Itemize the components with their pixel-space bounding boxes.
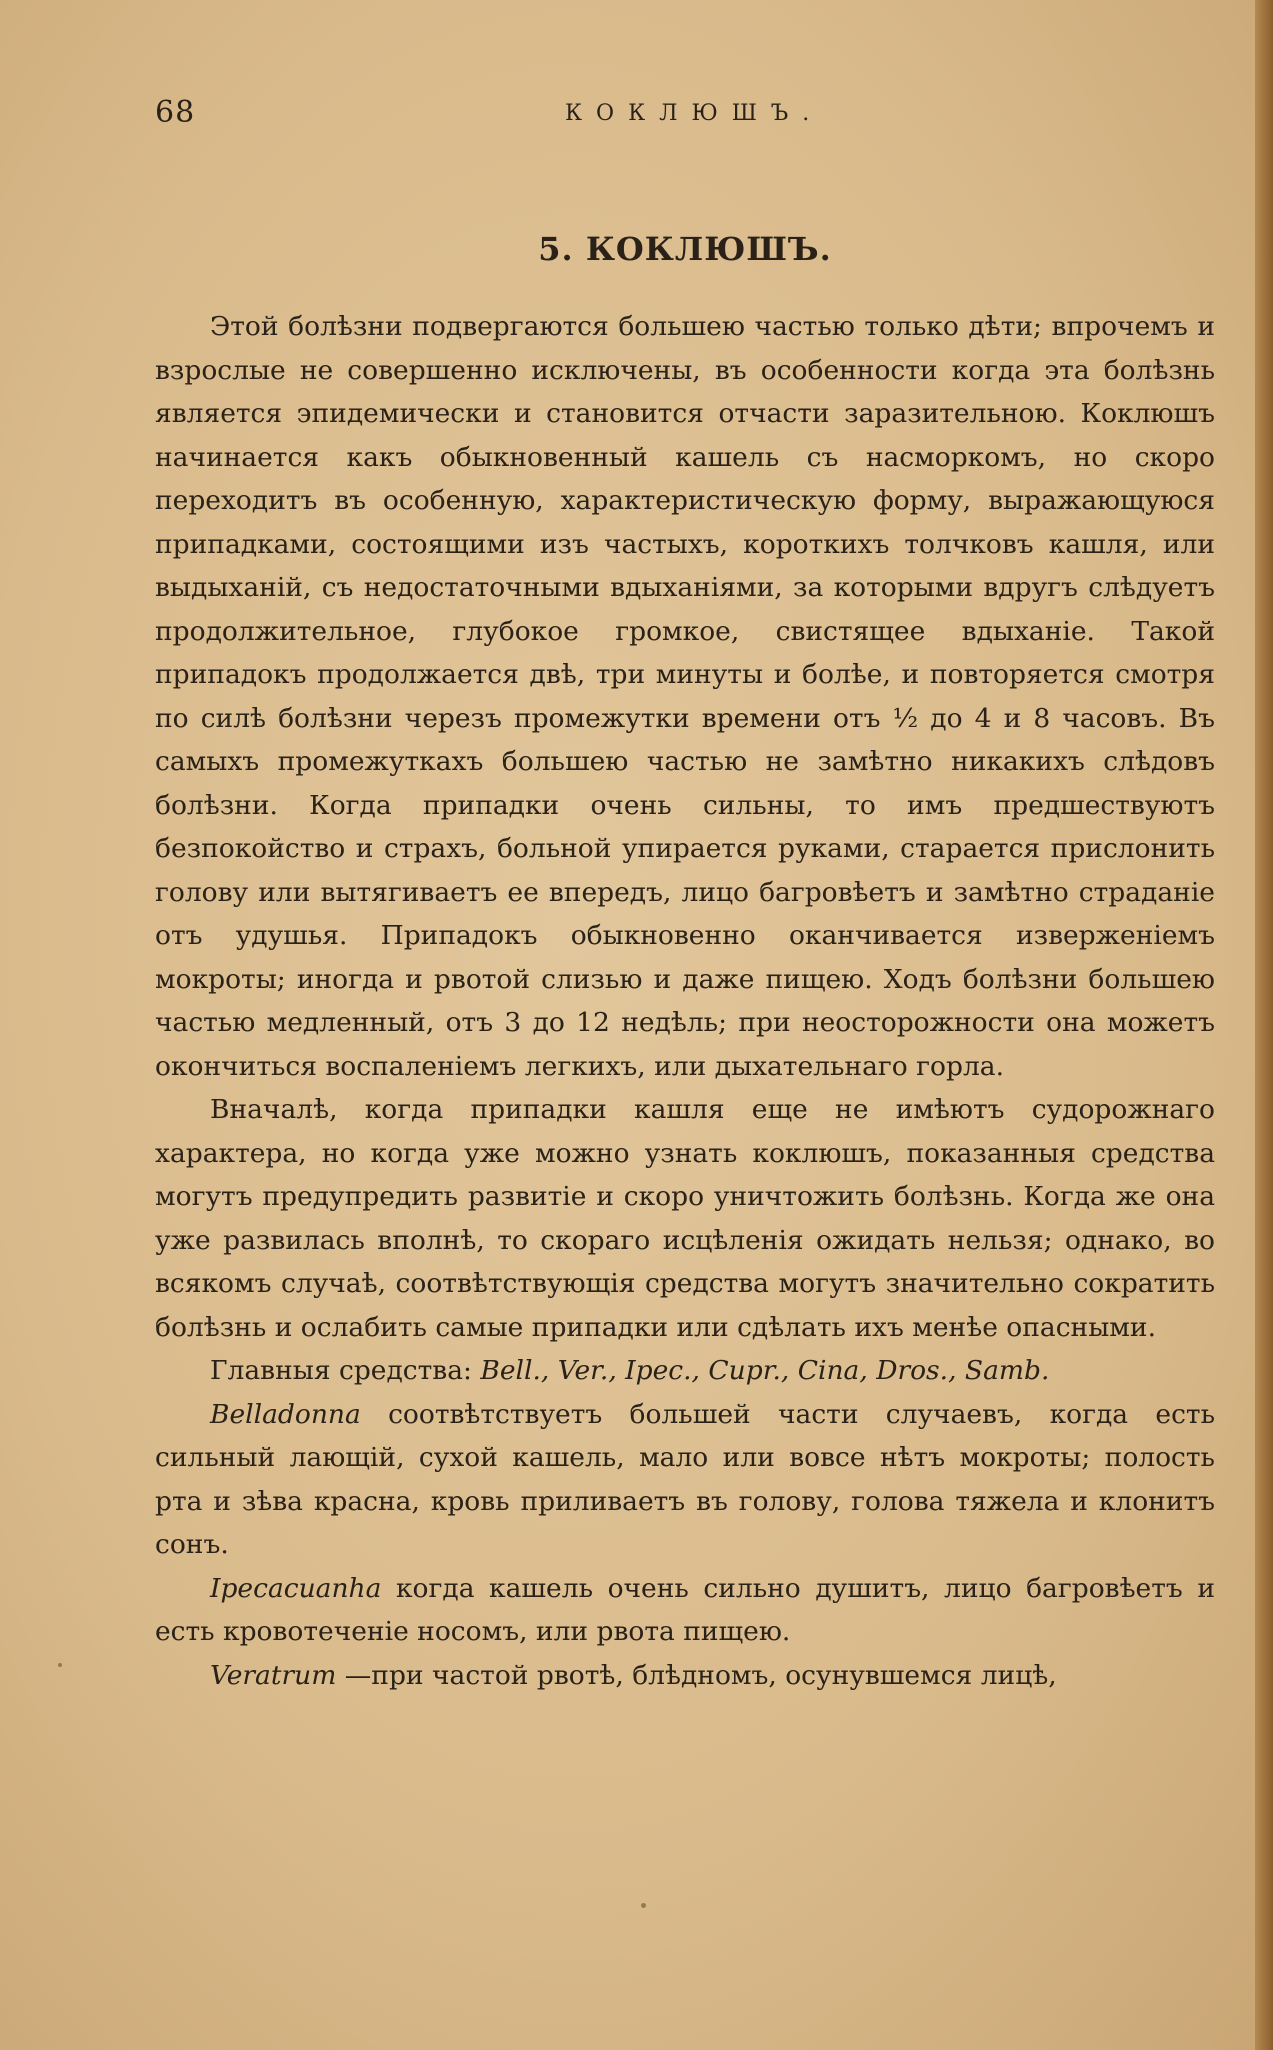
remedy-text-veratrum: —при частой рвотѣ, блѣдномъ, осунувшемся лицѣ,	[336, 1659, 1057, 1691]
paragraph-veratrum	[155, 1654, 1215, 1698]
paragraph-ipecacuanha	[155, 1567, 1215, 1654]
section-title: 5. КОКЛЮШЪ.	[538, 230, 832, 268]
paragraph-main-remedies	[155, 1349, 1215, 1393]
remedy-text-belladonna: соотвѣтствуетъ большей части случаевъ, когда есть сильный лающій, сухой кашель, мало или вовсе нѣтъ мокроты; полость рта и зѣва красна, кровь приливаетъ въ голову, голова тяжела и клонитъ сонъ.	[155, 1398, 1215, 1560]
page-number: 68	[155, 95, 196, 130]
remedy-text-ipecacuanha: когда кашель очень сильно душитъ, лицо багровѣетъ и есть кровотеченіе носомъ, или рвота пищею.	[155, 1572, 1215, 1647]
remedy-name-belladonna: Belladonna	[210, 1398, 361, 1430]
paragraph-treatment: Вначалѣ, когда припадки кашля еще не имѣютъ судорожнаго характера, но когда уже можно узнать коклюшъ, показанныя средства могутъ предупредить развитіе и скоро уничтожить болѣзнь. Когда же она уже развилась вполнѣ, то скораго исцѣленія ожидать нельзя; однако, во всякомъ случаѣ, соотвѣтствующія средства могутъ значительно сократить болѣзнь и ослабить самые припадки или сдѣлать ихъ менѣе опасными.	[155, 1094, 1215, 1343]
remedy-name-veratrum: Veratrum	[210, 1659, 337, 1691]
remedy-name-ipecacuanha: Ipecacuanha	[210, 1572, 382, 1604]
running-header	[155, 95, 1215, 135]
ink-spot	[641, 1903, 646, 1908]
main-remedies-list: Bell., Ver., Ipec., Cupr., Cina, Dros., Samb.	[480, 1355, 1050, 1386]
paragraph-belladonna	[155, 1393, 1215, 1567]
body-text	[155, 305, 1215, 1697]
paragraph-intro: Этой болѣзни подвергаются большею частью только дѣти; впрочемъ и взрослые не совершенно исключены, въ особенности когда эта болѣзнь является эпидемически и становится отчасти заразительною. Коклюшъ начинается какъ обыкновенный кашель съ насморкомъ, но скоро переходитъ въ особенную, характеристическую форму, выражающуюся припадками, состоящими изъ частыхъ, короткихъ толчковъ кашля, или выдыханій, съ недостаточными вдыханіями, за которыми вдругъ слѣдуетъ продолжительное, глубокое громкое, свистящее вдыханіе. Такой припадокъ продолжается двѣ, три минуты и болѣе, и повторяется смотря по силѣ болѣзни черезъ промежутки времени отъ ½ до 4 и 8 часовъ. Въ самыхъ промежуткахъ большею частью не замѣтно никакихъ слѣдовъ болѣзни. Когда припадки очень сильны, то имъ предшествуютъ безпокойство и страхъ, больной упирается руками, старается прислонить голову или вытягиваетъ ее впередъ, лицо багровѣетъ и замѣтно страданіе отъ удушья. Припадокъ обыкновенно оканчивается изверженіемъ мокроты; иногда и рвотой слизью и даже пищею. Ходъ болѣзни большею частью медленный, отъ 3 до 12 недѣль; при неосторожности она можетъ окончиться воспаленіемъ легкихъ, или дыхательнаго горла.	[155, 311, 1215, 1082]
running-title: КОКЛЮШЪ.	[565, 101, 824, 126]
main-remedies-label: Главныя средства:	[210, 1355, 481, 1386]
page-edge	[1255, 0, 1273, 2050]
ink-spot	[58, 1663, 62, 1667]
